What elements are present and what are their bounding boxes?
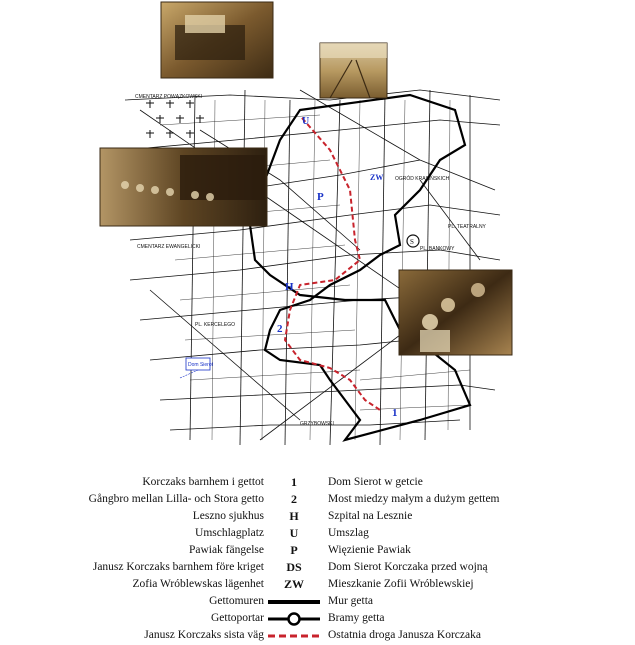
legend-sv: Pawiak fängelse <box>188 544 264 556</box>
legend-row <box>0 559 635 577</box>
cemetery-crosses <box>146 100 204 138</box>
legend-row <box>0 593 635 611</box>
legend-row <box>0 508 635 526</box>
legend-code: U <box>289 526 299 540</box>
deportation-wagon-photo <box>161 2 273 78</box>
legend-code: P <box>290 543 298 557</box>
legend-sv: Leszno sjukhus <box>192 510 264 522</box>
marker-zw: ZW <box>370 173 384 182</box>
district-label: PL. KERCELEGO <box>195 322 236 328</box>
legend-sv: Gettomuren <box>209 595 264 607</box>
legend-row <box>0 627 635 645</box>
marker-p: P <box>317 191 324 203</box>
dom-sierot-label: Dom Sierot <box>188 362 214 368</box>
legend-pl: Dom Sierot Korczaka przed wojną <box>328 561 488 573</box>
dom-sierot-pointer <box>180 370 198 378</box>
legend-pl: Umszlag <box>328 527 369 539</box>
wall-symbol <box>266 595 322 609</box>
legend-sv: Gångbro mellan Lilla- och Stora getto <box>88 493 264 505</box>
legend-sv: Zofia Wróblewskas lägenhet <box>132 578 264 590</box>
legend-row <box>0 525 635 543</box>
legend-code: 2 <box>291 492 297 506</box>
marker-2: 2 <box>277 323 283 335</box>
legend-pl: Szpital na Lesznie <box>328 510 413 522</box>
district-label: GRZYBOWSKI <box>300 421 334 427</box>
legend-pl: Bramy getta <box>328 612 385 624</box>
umschlagplatz-train-photo <box>100 148 267 226</box>
legend-row <box>0 610 635 628</box>
legend-code: H <box>289 509 299 523</box>
marker-u: U <box>302 116 310 127</box>
legend-sv: Janusz Korczaks sista väg <box>144 629 264 641</box>
legend-pl: Ostatnia droga Janusza Korczaka <box>328 629 481 641</box>
marker-h: H <box>285 281 294 293</box>
legend-sv: Korczaks barnhem i gettot <box>142 476 264 488</box>
district-label: PL. TEATRALNY <box>448 224 486 230</box>
marker-1: 1 <box>392 407 398 419</box>
gate-symbol <box>266 612 322 626</box>
map-legend <box>0 470 635 640</box>
legend-code: 1 <box>291 475 297 489</box>
district-label: CMENTARZ POWĄZKOWSKI <box>135 94 203 100</box>
district-label: CMENTARZ EWANGELICKI <box>137 244 201 250</box>
legend-row <box>0 474 635 492</box>
legend-pl: Więzienie Pawiak <box>328 544 411 556</box>
ghetto-wall <box>250 95 470 440</box>
legend-code: DS <box>286 560 302 574</box>
legend-pl: Mieszkanie Zofii Wróblewskiej <box>328 578 474 590</box>
legend-sv: Umschlagplatz <box>195 527 264 539</box>
route-symbol <box>266 629 322 643</box>
legend-pl: Most miedzy małym a dużym gettem <box>328 493 500 505</box>
legend-pl: Dom Sierot w getcie <box>328 476 423 488</box>
legend-code: ZW <box>283 577 304 591</box>
district-label: OGRÓD KRASIŃSKICH <box>395 176 450 182</box>
district-label: PL. BANKOWY <box>420 246 455 252</box>
legend-row <box>0 542 635 560</box>
legend-sv: Gettoportar <box>210 612 264 624</box>
railway-tracks-photo <box>320 43 387 98</box>
marker-s: S <box>410 238 414 246</box>
legend-sv: Janusz Korczaks barnhem före kriget <box>92 561 264 573</box>
legend-pl: Mur getta <box>328 595 374 607</box>
legend-row <box>0 491 635 509</box>
legend-row <box>0 576 635 594</box>
ghetto-children-photo <box>399 270 512 355</box>
